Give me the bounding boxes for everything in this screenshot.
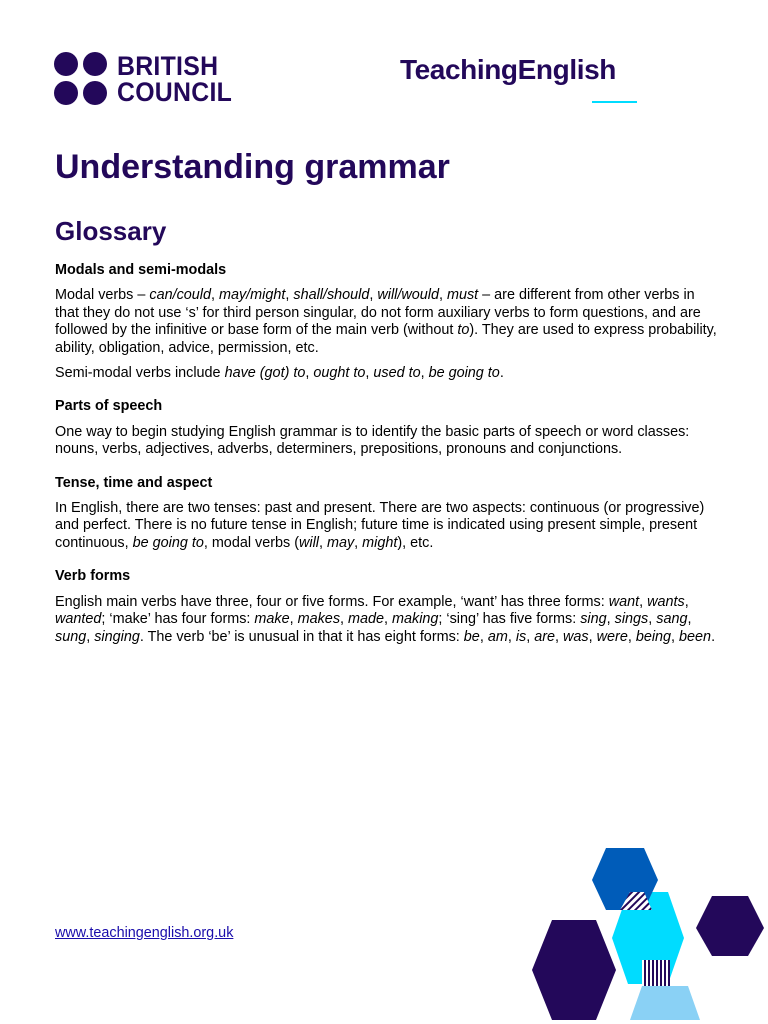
- text-run: ,: [555, 628, 564, 645]
- glossary-section: [55, 568, 720, 646]
- italic-term: may/might: [219, 287, 286, 304]
- section-heading: Parts of speech: [55, 398, 163, 415]
- glossary-section: [55, 398, 720, 458]
- text-run: ,: [211, 287, 219, 304]
- text-run: ,: [420, 365, 429, 382]
- italic-term: was: [563, 628, 589, 645]
- glossary-content: [55, 262, 720, 662]
- italic-term: sung: [55, 628, 87, 645]
- italic-term: be going to: [132, 534, 204, 551]
- text-run: .: [711, 628, 716, 645]
- page-title: Understanding grammar: [55, 148, 450, 186]
- text-run: ,: [671, 628, 680, 645]
- italic-term: been: [679, 628, 712, 645]
- text-run: ,: [289, 611, 298, 628]
- italic-term: is: [515, 628, 527, 645]
- section-heading: Verb forms: [55, 568, 131, 585]
- hexagon-blue: [592, 848, 658, 910]
- italic-term: must: [446, 287, 479, 304]
- text-run: ,: [687, 611, 692, 628]
- section-paragraph: [55, 500, 720, 552]
- italic-term: am: [487, 628, 508, 645]
- section-heading: Tense, time and aspect: [55, 474, 213, 491]
- british-council-line2: COUNCIL: [117, 76, 233, 107]
- italic-term: will/would: [377, 287, 439, 304]
- text-run: ,: [606, 611, 615, 628]
- text-run: ,: [648, 611, 657, 628]
- italic-term: will: [299, 534, 319, 551]
- text-run: ,: [479, 628, 488, 645]
- british-council-line1: BRITISH: [117, 50, 219, 81]
- italic-term: be: [463, 628, 480, 645]
- italic-term: might: [362, 534, 398, 551]
- italic-term: shall/should: [293, 287, 370, 304]
- italic-term: were: [596, 628, 628, 645]
- text-run: ,: [384, 611, 393, 628]
- text-run: .: [499, 365, 504, 382]
- text-run: In English, there are two tenses: past and present. There are two aspects: continuous (or progressive) and perfect. There is no future tense in English; future time is indicated using present simple, present continuous,: [55, 500, 705, 551]
- text-run: Modal verbs –: [55, 287, 150, 304]
- text-run: ,: [354, 534, 363, 551]
- text-run: ,: [438, 287, 447, 304]
- text-run: ,: [340, 611, 349, 628]
- text-run: ), etc.: [397, 534, 434, 551]
- hexagon-purple-small: [696, 896, 764, 956]
- italic-term: sing: [580, 611, 607, 628]
- hexagon-decoration: [520, 840, 768, 1024]
- text-run: ,: [369, 287, 378, 304]
- teaching-english-underline: [592, 101, 637, 103]
- text-run: ,: [305, 365, 314, 382]
- hexagon-light-blue: [630, 986, 700, 1020]
- italic-term: sang: [656, 611, 688, 628]
- hexagon-stripe-bottom: [642, 960, 670, 986]
- italic-term: have (got) to: [224, 365, 306, 382]
- text-run: ,: [365, 365, 374, 382]
- text-run: ; ‘sing’ has five forms:: [438, 611, 581, 628]
- italic-term: wants: [647, 593, 685, 610]
- glossary-section: [55, 475, 720, 553]
- italic-term: making: [392, 611, 439, 628]
- text-run: One way to begin studying English grammar is to identify the basic parts of speech or word classes: nouns, verbs, adjectives, adverbs, determiners, prepositions, pronouns and conjunctions.: [55, 423, 690, 458]
- text-run: ,: [684, 593, 689, 610]
- text-run: ,: [526, 628, 535, 645]
- italic-term: want: [608, 593, 640, 610]
- text-run: ,: [86, 628, 95, 645]
- italic-term: wanted: [55, 611, 102, 628]
- text-run: ,: [627, 628, 636, 645]
- british-council-dots-icon: [54, 52, 107, 105]
- italic-term: used to: [373, 365, 421, 382]
- italic-term: can/could: [149, 287, 211, 304]
- italic-term: made: [348, 611, 385, 628]
- italic-term: are: [534, 628, 556, 645]
- section-paragraph: [55, 287, 720, 357]
- british-council-wordmark: [117, 50, 233, 107]
- italic-term: be going to: [428, 365, 500, 382]
- glossary-section: [55, 262, 720, 382]
- section-heading: Modals and semi-modals: [55, 262, 227, 278]
- section-paragraph: [55, 594, 720, 646]
- teaching-english-logo: TeachingEnglish: [400, 54, 616, 85]
- italic-term: make: [254, 611, 290, 628]
- footer-website-link[interactable]: www.teachingenglish.org.uk: [55, 925, 234, 941]
- page-subtitle: Glossary: [55, 216, 167, 246]
- text-run: Semi-modal verbs include: [55, 365, 225, 382]
- text-run: ,: [588, 628, 597, 645]
- text-run: ,: [639, 593, 648, 610]
- text-run: ,: [285, 287, 294, 304]
- italic-term: makes: [297, 611, 341, 628]
- section-paragraph: [55, 424, 720, 459]
- italic-term: to: [457, 322, 470, 339]
- section-paragraph: [55, 365, 720, 382]
- text-run: , modal verbs (: [203, 534, 299, 551]
- text-run: ; ‘make’ has four forms:: [101, 611, 255, 628]
- text-run: English main verbs have three, four or five forms. For example, ‘want’ has three forms:: [55, 593, 609, 610]
- british-council-logo: [54, 52, 242, 105]
- text-run: ,: [507, 628, 516, 645]
- hexagon-purple-large: [532, 920, 616, 1020]
- italic-term: being: [635, 628, 672, 645]
- text-run: . The verb ‘be’ is unusual in that it has eight forms:: [139, 628, 464, 645]
- text-run: ,: [318, 534, 327, 551]
- text-run: ). They are used to express probability, ability, obligation, advice, permission, etc.: [55, 322, 717, 356]
- italic-term: may: [326, 534, 355, 551]
- italic-term: ought to: [313, 365, 366, 382]
- italic-term: singing: [94, 628, 140, 645]
- text-run: – are different from other verbs in that they do not use ‘s’ for third person singular, do not form auxiliary verbs to form questions, and are followed by the infinitive or base form of the main verb (without: [55, 287, 701, 339]
- italic-term: sings: [614, 611, 649, 628]
